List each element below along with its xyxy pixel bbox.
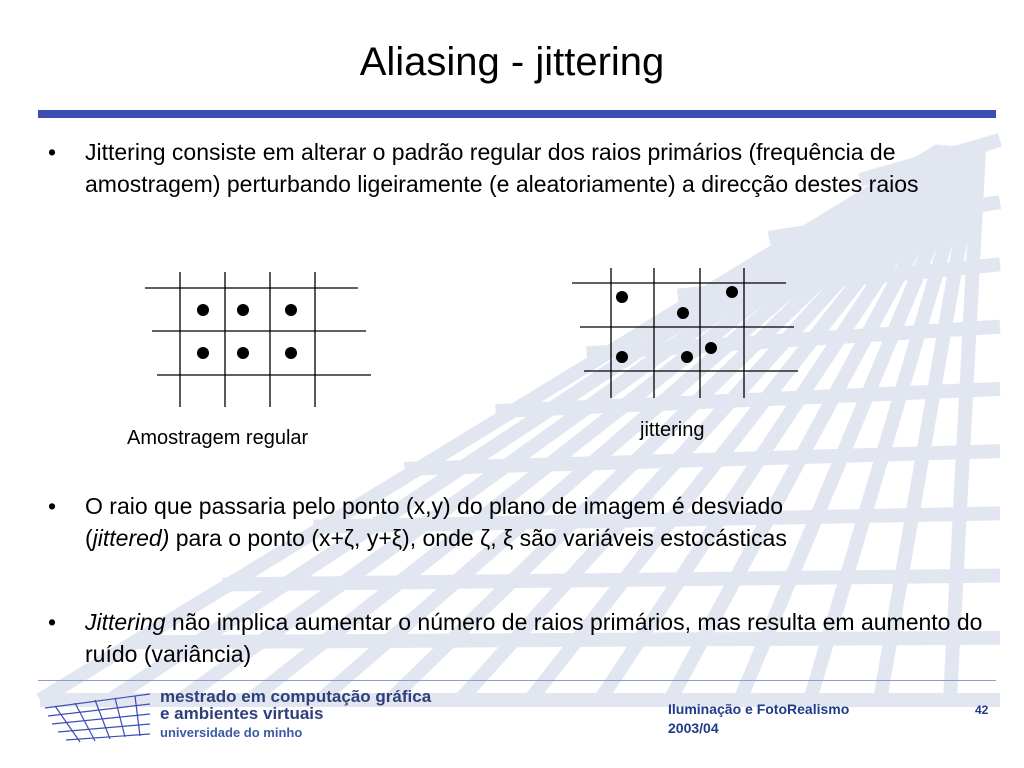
bullet-text-paren: ( [85,525,93,551]
logo-line-1: mestrado em computação gráfica [160,687,432,706]
bullet-jittered-ray [48,490,988,554]
page-number: 42 [975,703,989,717]
bullet-text-italic: Jittering [85,609,166,635]
university-logo-icon [40,686,155,746]
logo-line-3: universidade do minho [160,725,303,740]
logo-line-2: e ambientes virtuais [160,704,324,723]
jittered-sampling-grid [572,268,798,398]
bullet-marker: • [48,493,57,519]
bullet-jittering-noise [48,606,988,670]
bullet-text: Jittering consiste em alterar o padrão regular dos raios primários (frequência de amostragem) perturbando ligeiramente (e aleatoriamente) a direcção destes raios [85,139,919,197]
bullet-text-rest: não implica aumentar o número de raios primários, mas resulta em aumento do ruído (variância) [85,609,983,667]
bullet-text-rest: para o ponto (x+ζ, y+ξ), onde ζ, ξ são variáveis estocásticas [169,525,787,551]
footer-course-info [668,700,849,738]
bullet-text-italic: jittered) [92,525,170,551]
bullet-marker: • [48,609,57,635]
bullet-text-line1: O raio que passaria pelo ponto (x,y) do plano de imagem é desviado [85,493,784,519]
jittering-caption: jittering [640,419,705,441]
university-logo-text [160,688,431,744]
footer-divider [38,680,996,681]
bullet-text [85,490,988,554]
slide-title: Aliasing - jittering [359,40,665,84]
course-year: 2003/04 [668,720,719,736]
jittered-sample-points [616,286,738,363]
regular-sampling-caption: Amostragem regular [127,427,309,449]
bullet-text [85,606,988,670]
bullet-marker: • [48,139,57,165]
course-name: Iluminação e FotoRealismo [668,701,850,717]
regular-sampling-grid [145,272,371,407]
